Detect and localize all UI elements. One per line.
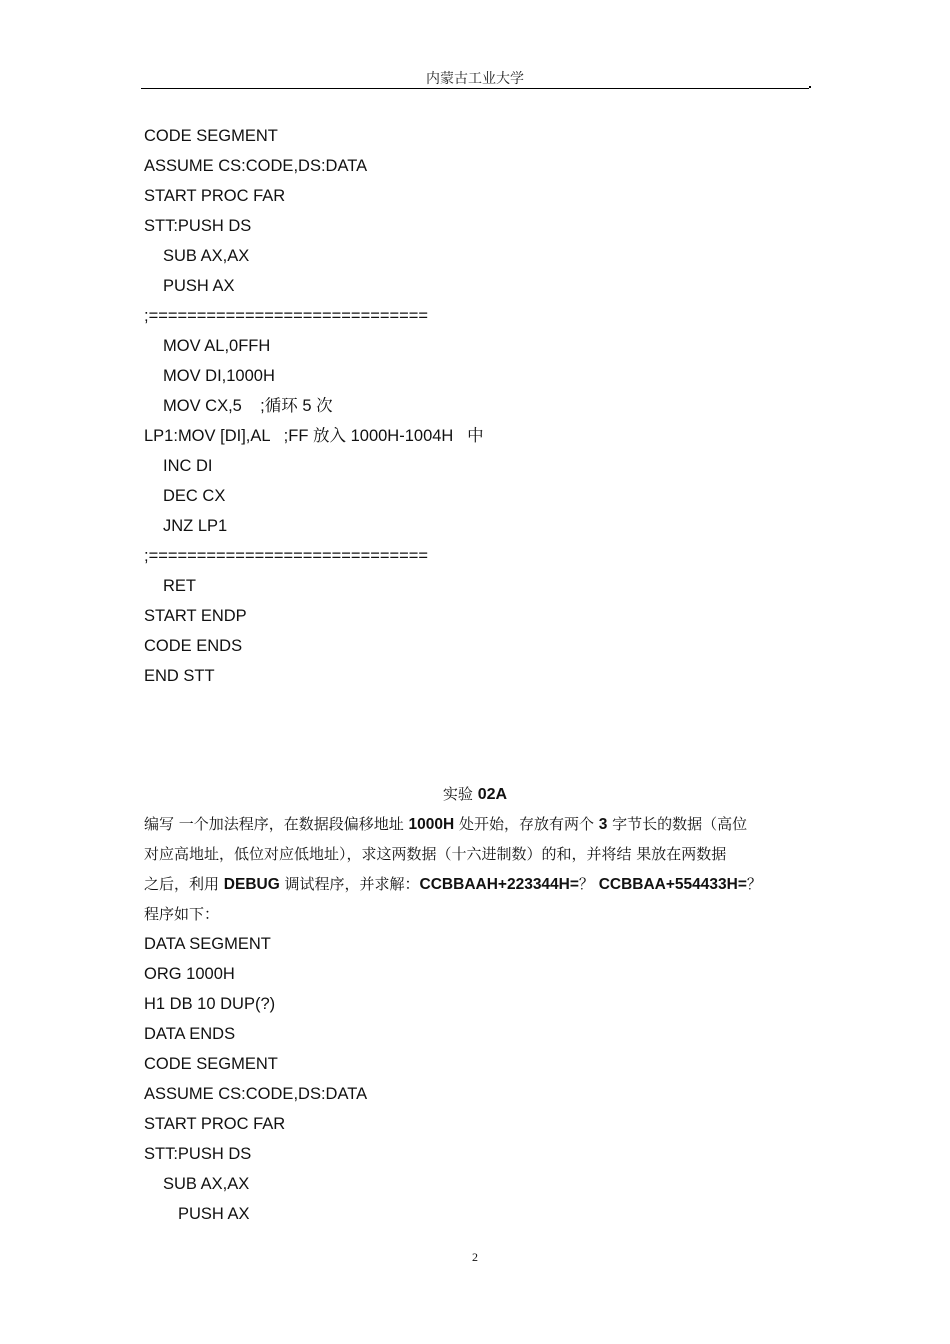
description-line-2: 对应高地址，低位对应低地址），求这两数据（十六进制数）的和，并将结 果放在两数据	[144, 845, 727, 863]
description-debug: DEBUG	[223, 876, 280, 893]
description-text: 编写 一个加法程序，在数据段偏移地址	[144, 815, 409, 833]
code-line: INC DI	[163, 457, 213, 475]
code-line: STT:PUSH DS	[144, 1145, 252, 1163]
section-title-prefix: 实验	[442, 785, 478, 803]
experiment-description	[144, 809, 808, 929]
description-text: 之后，利用	[144, 875, 224, 893]
code-block-2	[144, 929, 824, 1229]
code-line: DEC CX	[163, 487, 226, 505]
code-line: RET	[163, 577, 196, 595]
description-line-3	[144, 869, 808, 899]
code-line: MOV DI,1000H	[163, 367, 275, 385]
description-line-1	[144, 809, 808, 839]
code-line: LP1:MOV [DI],AL ;FF 放入 1000H-1004H 中	[144, 427, 484, 445]
code-line: START PROC FAR	[144, 187, 286, 205]
description-question-2: CCBBAA+554433H=	[598, 876, 747, 893]
description-count: 3	[598, 816, 608, 833]
code-block-1	[144, 121, 824, 691]
header-rule	[141, 88, 809, 89]
code-line: H1 DB 10 DUP(?)	[144, 995, 276, 1013]
description-question-mark: ？	[746, 875, 762, 893]
code-line: SUB AX,AX	[163, 247, 250, 265]
page-number: 2	[472, 1250, 478, 1264]
code-line: CODE SEGMENT	[144, 1055, 278, 1073]
section-title	[0, 779, 950, 810]
code-line: DATA ENDS	[144, 1025, 236, 1043]
code-line: START PROC FAR	[144, 1115, 286, 1133]
code-line: STT:PUSH DS	[144, 217, 252, 235]
code-line: START ENDP	[144, 607, 247, 625]
code-line: JNZ LP1	[163, 517, 228, 535]
description-text: 字节长的数据（高位	[607, 815, 748, 833]
page-header-title: 内蒙古工业大学	[426, 71, 524, 87]
description-line-4: 程序如下：	[144, 905, 220, 923]
code-line: CODE ENDS	[144, 637, 243, 655]
code-line: ;=============================	[144, 547, 429, 565]
header-rule-dot	[809, 86, 811, 88]
code-line: DATA SEGMENT	[144, 935, 271, 953]
code-line: ASSUME CS:CODE,DS:DATA	[144, 157, 368, 175]
code-line: END STT	[144, 667, 215, 685]
code-line: PUSH AX	[178, 1205, 250, 1223]
code-line: SUB AX,AX	[163, 1175, 250, 1193]
code-line: ;=============================	[144, 307, 429, 325]
code-line: CODE SEGMENT	[144, 127, 278, 145]
description-address: 1000H	[408, 816, 455, 833]
code-line: MOV CX,5 ;循环 5 次	[163, 397, 333, 415]
section-title-number: 02A	[477, 786, 508, 803]
description-text: 调试程序，并求解：	[279, 875, 420, 893]
code-line: ORG 1000H	[144, 965, 235, 983]
description-text: 处开始，存放有两个	[454, 815, 599, 833]
code-line: MOV AL,0FFH	[163, 337, 271, 355]
description-question-1: CCBBAAH+223344H=	[419, 876, 579, 893]
description-question-mark: ？	[578, 875, 594, 893]
code-line: ASSUME CS:CODE,DS:DATA	[144, 1085, 368, 1103]
code-line: PUSH AX	[163, 277, 235, 295]
